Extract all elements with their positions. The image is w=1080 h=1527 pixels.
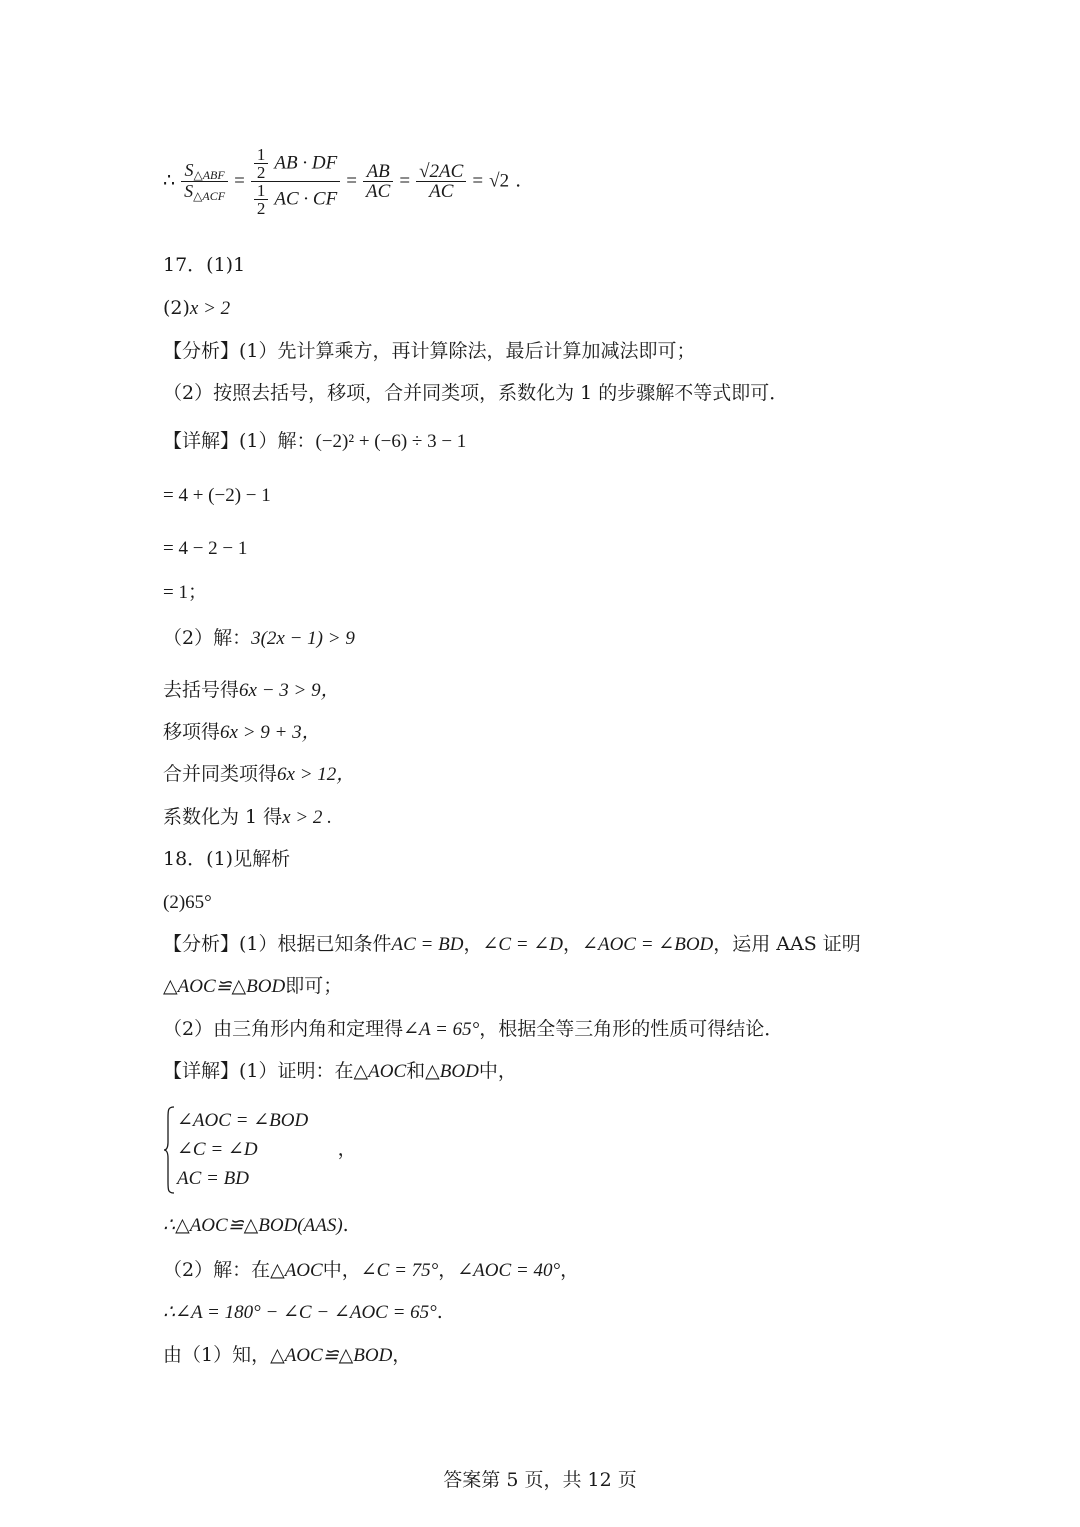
system-row-1: ∠AOC = ∠BOD [177, 1110, 309, 1131]
q17-solve-step-3: 合并同类项得6x > 12， [163, 763, 356, 785]
q18-angle-calc: ∴∠A = 180° − ∠C − ∠AOC = 65°. [163, 1301, 443, 1323]
q17-detail-1: 【详解】(1）解：(−2)² + (−6) ÷ 3 − 1 [163, 430, 467, 452]
q17-header: 17．(1)1 [163, 254, 246, 276]
q18-analysis-1: 【分析】(1）根据已知条件AC = BD，∠C = ∠D，∠AOC = ∠BOD，运用 AAS 证明 [163, 933, 861, 955]
system-row-2: ∠C = ∠D ， [177, 1139, 357, 1160]
q18-analysis-2: （2）由三角形内角和定理得∠A = 65°，根据全等三角形的性质可得结论． [163, 1018, 784, 1040]
q17-solve-step-2: 移项得6x > 9 + 3， [163, 721, 321, 743]
therefore-symbol: ∴ [163, 169, 176, 192]
q17-step-2: = 4 − 2 − 1 [163, 538, 248, 559]
half-products-fraction: $\frac{1}{2}$ AB · DF $\frac{1}{2}$ AC · CF [251, 146, 340, 217]
system-row-3: AC = BD [177, 1168, 249, 1189]
q18-header: 18．(1)见解析 [163, 848, 291, 870]
area-ratio-fraction: $\frac{S_{\triangle ABF}}{S_{\triangle ACF}}$ [181, 161, 228, 202]
q17-answer-2: (2)x > 2 [163, 297, 231, 319]
q18-answer-2: (2)65° [163, 892, 212, 913]
left-brace [163, 1106, 175, 1194]
q17-solve-step-4: 系数化为 1 得x > 2 . [163, 806, 332, 828]
q17-analysis-1: 【分析】(1）先计算乘方，再计算除法，最后计算加减法即可； [163, 340, 696, 362]
page-footer: 答案第 5 页，共 12 页 [443, 1469, 637, 1491]
q18-analysis-1-cont: △AOC≌△BOD即可； [163, 975, 343, 997]
ratio-result: √2 [489, 170, 510, 192]
q17-solve-step-1: 去括号得6x − 3 > 9， [163, 679, 340, 701]
equation-system [163, 1106, 357, 1193]
area-ratio-formula: ∴ $\frac{S_{\triangle ABF}}{S_{\triangle ACF}}$ = $\frac{1}{2}$ AB · DF $\frac{1}{2}$ AC · CF = $\frac{AB}{AC}$ = $\frac{√2AC}{AC}$ = √2 . [163, 145, 522, 218]
q18-part2: （2）解：在△AOC中，∠C = 75°，∠AOC = 40°， [163, 1259, 580, 1281]
q17-part2: （2）解：3(2x − 1) > 9 [163, 627, 355, 649]
ab-over-ac-fraction: $\frac{AB}{AC}$ [363, 162, 393, 201]
q17-analysis-2: （2）按照去括号，移项，合并同类项，系数化为 1 的步骤解不等式即可． [163, 382, 789, 404]
q18-last-line: 由（1）知，△AOC≌△BOD， [163, 1344, 412, 1366]
q18-conclusion-1: ∴△AOC≌△BOD(AAS). [163, 1214, 349, 1236]
q17-step-3: = 1； [163, 582, 207, 603]
sqrt2ac-over-ac-fraction: $\frac{√2AC}{AC}$ [416, 162, 466, 201]
q17-step-1: = 4 + (−2) − 1 [163, 485, 271, 506]
q18-detail-1: 【详解】(1）证明：在△AOC和△BOD中， [163, 1060, 517, 1082]
